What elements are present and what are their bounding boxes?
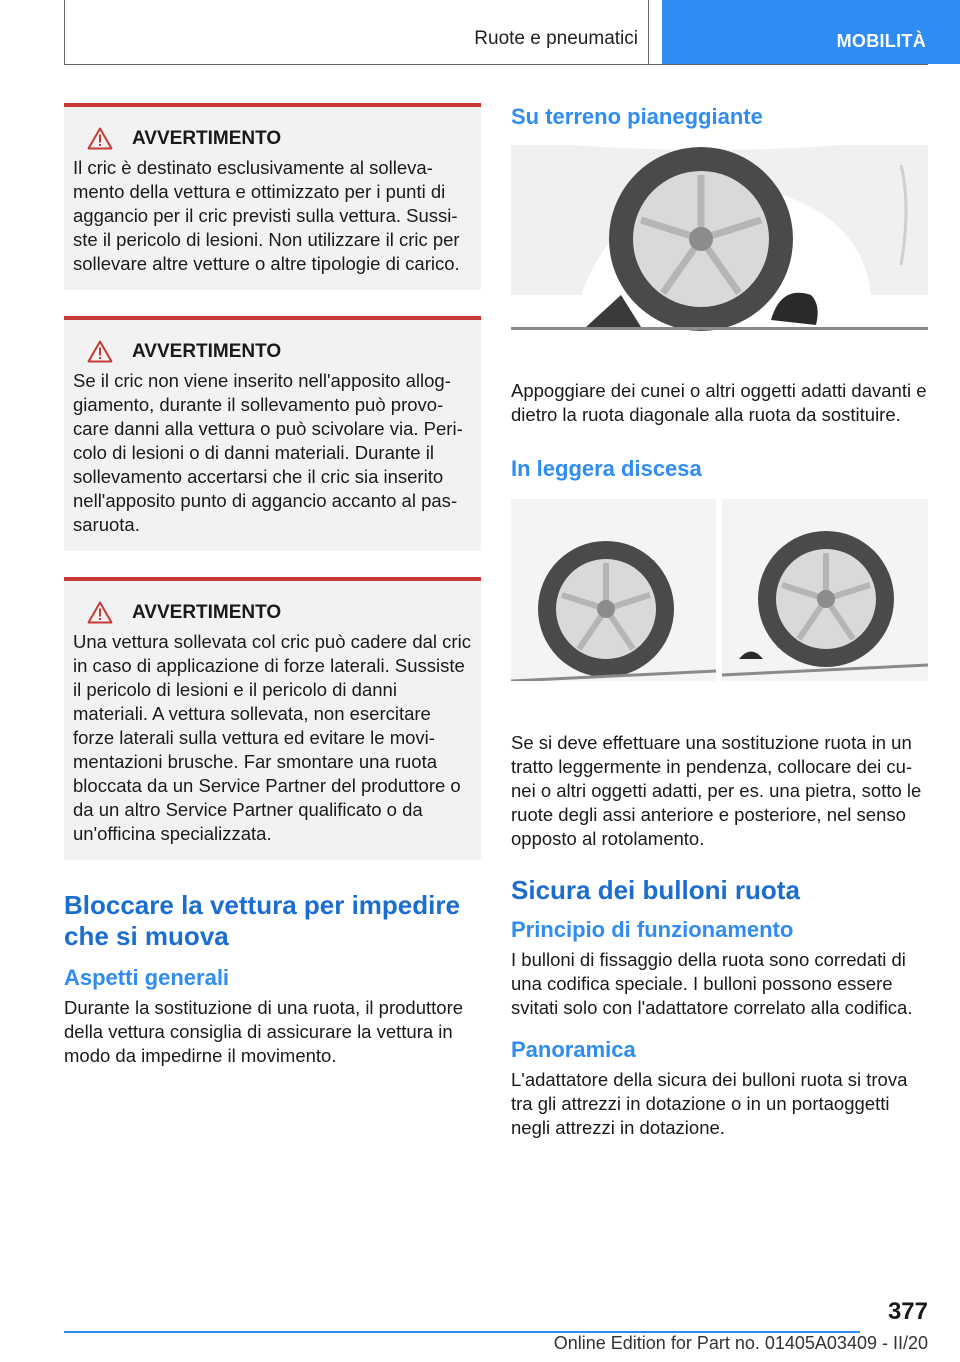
subheading-overview: Panoramica [511, 1037, 636, 1062]
paragraph-flat-ground: Appoggiare dei cunei o altri oggetti adatti davanti e dietro la ruota diagonale alla ruota da sostituire. [511, 380, 927, 425]
figure-wheel-flat [511, 145, 928, 331]
subheading-flat-ground: Su terreno pianeggiante [511, 104, 763, 129]
left-column [64, 103, 481, 1068]
section-title-secure-vehicle: Bloccare la vettura per impedire che si muova [64, 890, 460, 951]
warning-title [73, 127, 472, 150]
warning-title [73, 601, 472, 624]
right-column [511, 103, 928, 1140]
warning-triangle-icon [87, 601, 113, 624]
header-rule [64, 64, 928, 65]
paragraph-slope: Se si deve effettuare una sostituzione ruota in un tratto leggermente in pendenza, collocare dei cunei o altri oggetti adatti, per es. una pietra, sotto le ruote degli assi anteriore e posteriore, nel senso opposto al rotolamento. [511, 732, 922, 849]
figure-wheel-slope [511, 499, 928, 681]
subheading-slope: In leggera discesa [511, 456, 702, 481]
warning-triangle-icon [87, 340, 113, 363]
wheel-chock-flat-illustration [511, 145, 928, 331]
footer-edition: Online Edition for Part no. 01405A03409 - II/20 [553, 1333, 928, 1353]
page-number: 377 [887, 1298, 928, 1325]
paragraph-general: Durante la sostituzione di una ruota, il produttore della vettura consiglia di assicurare la vettura in modo da impedirne il movimento. [64, 997, 464, 1066]
paragraph-principle: I bulloni di fissaggio della ruota sono corredati di una codifica speciale. I bulloni possono essere svitati solo con l'adattatore correlato alla codifica. [511, 949, 913, 1018]
warning-box-2 [64, 316, 481, 551]
paragraph-overview: L'adattatore della sicura dei bulloni ruota si trova tra gli attrezzi in dotazione o in un portaoggetti negli attrezzi in dotazione. [511, 1069, 908, 1138]
warning-title [73, 340, 472, 363]
header-section-title: Ruote e pneumatici [474, 28, 638, 49]
warning-title-text: AVVERTIMENTO [132, 601, 282, 623]
warning-triangle-icon [87, 127, 113, 150]
header-left-border [64, 0, 65, 65]
warning-title-text: AVVERTIMENTO [132, 340, 282, 362]
header-chapter-tab[interactable]: MOBILITÀ [662, 0, 960, 64]
subheading-principle: Principio di funzionamento [511, 917, 794, 942]
warning-body: Una vettura sollevata col cric può cadere dal cric in caso di applicazione di forze laterali. Sussiste il pericolo di lesioni e il pericolo di danni materiali. A vettura sollevata, non esercitare forze laterali sulla vettura ed evitare le movimentazioni brusche. Far smontare una ruota bloccata da un Service Partner del produttore o da un altro Service Partner qualificato o da un'officina specializzata. [73, 631, 471, 844]
warning-box-1 [64, 103, 481, 290]
section-title-wheel-lock: Sicura dei bulloni ruota [511, 875, 800, 905]
warning-title-text: AVVERTIMENTO [132, 127, 282, 149]
warning-body: Se il cric non viene inserito nell'apposito alloggiamento, durante il sollevamento può provocare danni alla vettura o può scivolare via. Pericolo di lesioni o di danni materiali. Durante il sollevamento accertarsi che il cric sia inserito nell'apposito punto di aggancio accanto al passaruota. [73, 370, 463, 535]
warning-body: Il cric è destinato esclusivamente al sollevamento della vettura e ottimizzato per i punti di aggancio per il cric previsti sulla vettura. Sussiste il pericolo di lesioni. Non utilizzare il cric per sollevare altre vetture o altre tipologie di carico. [73, 157, 460, 274]
subheading-general: Aspetti generali [64, 965, 230, 990]
warning-box-3 [64, 577, 481, 860]
header-separator [648, 0, 649, 65]
wheel-chock-slope-illustration [511, 499, 928, 681]
